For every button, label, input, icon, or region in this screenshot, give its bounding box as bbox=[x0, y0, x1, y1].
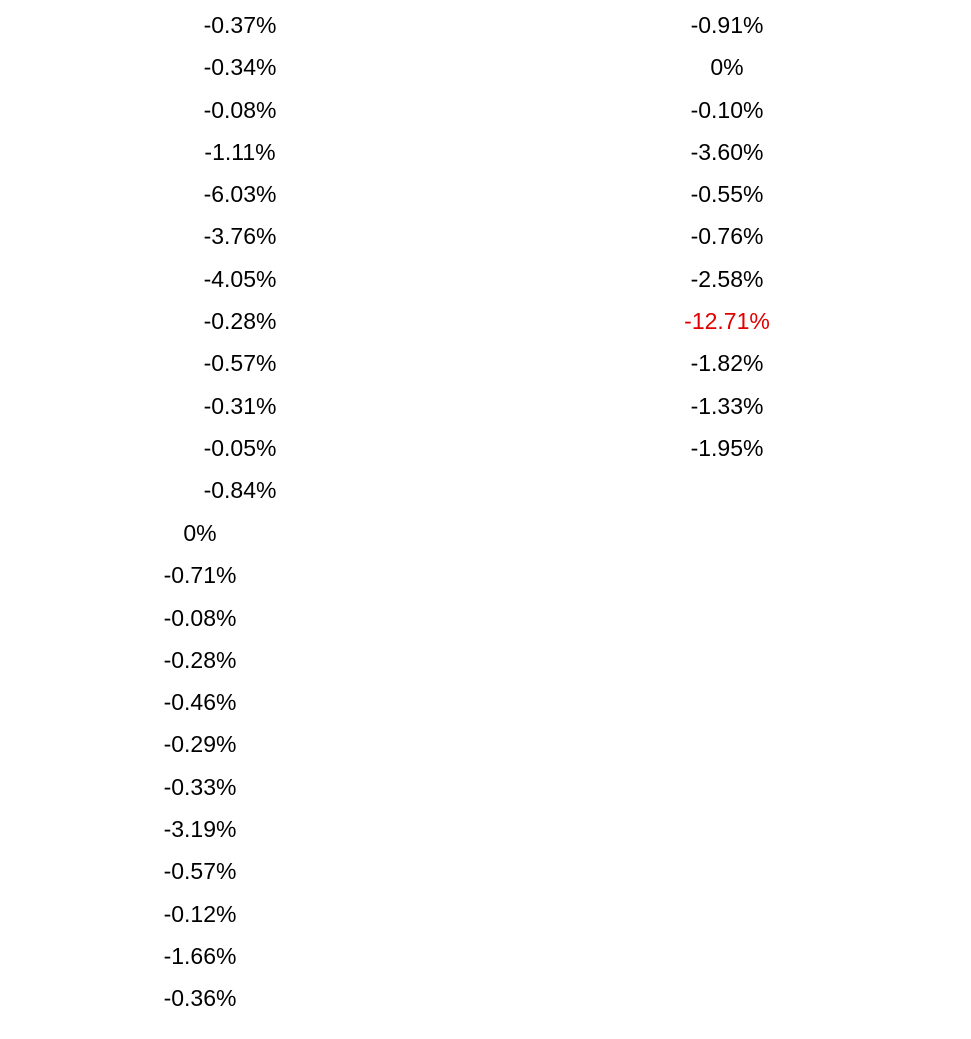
value-cell: -1.95% bbox=[690, 434, 764, 461]
value-cell: -3.76% bbox=[203, 223, 277, 250]
value-cell: -4.05% bbox=[203, 265, 277, 292]
value-cell: -0.29% bbox=[163, 731, 237, 758]
value-cell: -2.58% bbox=[690, 265, 764, 292]
value-cell: -1.66% bbox=[163, 942, 237, 969]
value-cell: -0.33% bbox=[163, 773, 237, 800]
value-cell: -6.03% bbox=[203, 181, 277, 208]
value-cell: -0.55% bbox=[690, 181, 764, 208]
right-column bbox=[657, 4, 797, 469]
value-cell: -0.12% bbox=[163, 900, 237, 927]
value-cell: -0.46% bbox=[163, 689, 237, 716]
value-cell: -0.57% bbox=[163, 858, 237, 885]
value-cell: -0.28% bbox=[203, 308, 277, 335]
value-cell: -0.57% bbox=[203, 350, 277, 377]
value-cell: -0.28% bbox=[163, 646, 237, 673]
value-cell: -1.82% bbox=[690, 350, 764, 377]
value-cell: -0.36% bbox=[163, 985, 237, 1012]
value-cell: -0.08% bbox=[163, 604, 237, 631]
value-cell: -0.76% bbox=[690, 223, 764, 250]
value-cell: -1.33% bbox=[690, 392, 764, 419]
value-cell: 0% bbox=[183, 520, 217, 546]
value-cell: -0.34% bbox=[203, 54, 277, 81]
left-upper-column bbox=[170, 4, 310, 512]
value-cell: -0.31% bbox=[203, 392, 277, 419]
value-cell: 0% bbox=[710, 54, 744, 81]
value-cell: -0.37% bbox=[203, 12, 277, 38]
value-cell: -1.11% bbox=[204, 138, 276, 165]
value-cell: -0.08% bbox=[203, 96, 277, 123]
value-cell: -3.60% bbox=[690, 138, 764, 165]
value-cell: -0.10% bbox=[690, 96, 764, 123]
left-lower-column bbox=[130, 512, 270, 1020]
value-cell: -0.84% bbox=[203, 477, 277, 504]
value-cell: -0.71% bbox=[163, 562, 237, 589]
value-cell: -0.91% bbox=[690, 12, 764, 38]
value-cell: -3.19% bbox=[163, 816, 237, 843]
highlighted-value-cell: -12.71% bbox=[684, 308, 770, 335]
value-cell: -0.05% bbox=[203, 434, 277, 461]
